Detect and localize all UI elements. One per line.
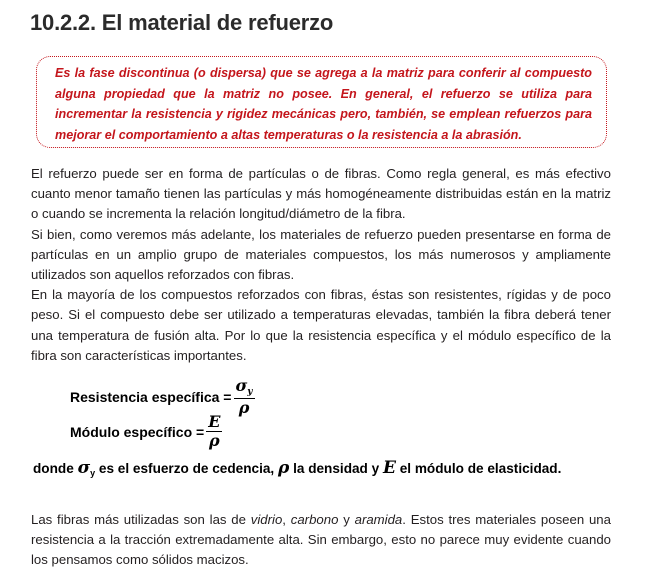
- fraction-denominator: ρ: [208, 431, 220, 450]
- rho-symbol: ρ: [277, 458, 290, 478]
- fraction-numerator: [234, 378, 255, 399]
- separator: y: [343, 512, 350, 527]
- fiber-glass: vidrio: [250, 512, 283, 527]
- formula-specific-modulus: [70, 414, 222, 449]
- formula-label: Resistencia específica =: [70, 389, 232, 405]
- fraction-denominator: ρ: [238, 398, 250, 417]
- section-title: 10.2.2. El material de refuerzo: [30, 10, 334, 35]
- fiber-carbon: carbono: [290, 512, 339, 527]
- legend-text: es el esfuerzo de cedencia,: [98, 461, 275, 476]
- sigma-symbol: σ: [235, 376, 248, 395]
- body-text: [31, 164, 611, 366]
- body-paragraph: En la mayoría de los compuestos reforzados con fibras, éstas son resistentes, rígidas y de poco peso. Si el compuesto debe ser utilizado a temperaturas elevadas, también la fibra deberá tener una temperatura de fusión alta. Por lo que la resistencia específica y el módulo específico de la fibra son características importantes.: [31, 287, 611, 363]
- legend-text: la densidad y: [293, 461, 380, 476]
- formula-specific-strength: [70, 378, 255, 416]
- sigma-symbol: σ: [77, 458, 91, 478]
- symbol-legend: [33, 458, 613, 478]
- subscript: y: [90, 468, 96, 478]
- closing-text: [31, 510, 611, 571]
- legend-prefix: donde: [33, 461, 74, 476]
- fraction-numerator: E: [208, 412, 221, 431]
- closing-after: . Estos tres materiales poseen una resistencia a la tracción extremadamente alta. Sin embargo, esto no parece muy evidente cuando los pensamos como sólidos macizos.: [31, 512, 611, 568]
- e-symbol: E: [382, 458, 396, 478]
- legend-text: el módulo de elasticidad.: [399, 461, 562, 476]
- closing-before: Las fibras más utilizadas son las de: [31, 512, 246, 527]
- definition-box: [36, 56, 607, 148]
- separator: ,: [282, 512, 286, 527]
- fiber-aramid: aramida: [354, 512, 403, 527]
- subscript: y: [247, 387, 253, 397]
- closing-paragraph: [31, 510, 611, 571]
- definition-text: Es la fase discontinua (o dispersa) que se agrega a la matriz para conferir al compuesto alguna propiedad que la matriz no posee. En general, el refuerzo se utiliza para incrementar la resistencia y rigidez mecánicas pero, también, se emplean refuerzos para mejorar el comportamiento a altas temperaturas o la resistencia a la abrasión.: [55, 66, 592, 142]
- body-paragraph: Si bien, como veremos más adelante, los materiales de refuerzo pueden presentarse en forma de partículas en un amplio grupo de materiales compuestos, los más numerosos y ampliamente utilizados son aquellos reforzados con fibras.: [31, 226, 611, 283]
- fraction: [206, 414, 222, 449]
- formula-label: Módulo específico =: [70, 423, 205, 440]
- body-paragraph: El refuerzo puede ser en forma de partículas o de fibras. Como regla general, es más efectivo cuanto menor tamaño tienen las partículas y más homogéneamente distribuidas están en la matriz o cuando se incrementa la relación longitud/diámetro de la fibra.: [31, 166, 611, 222]
- fraction: [234, 378, 255, 416]
